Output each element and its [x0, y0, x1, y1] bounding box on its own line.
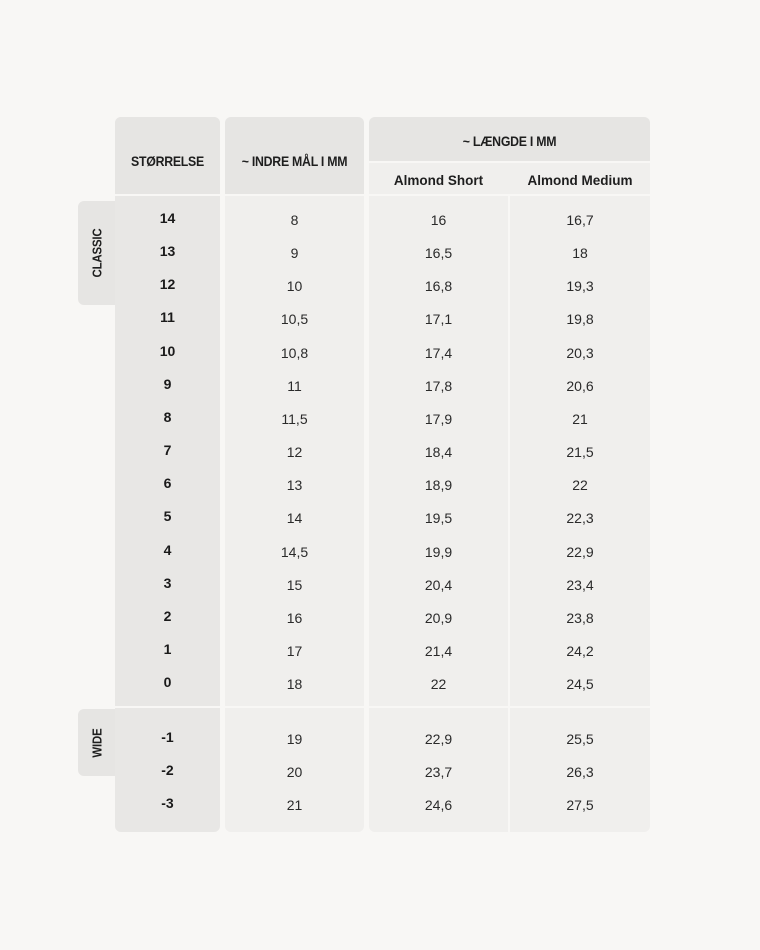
size-cell: 9: [163, 375, 172, 392]
inner-cell: 10,5: [280, 311, 309, 328]
length-header-divider: [369, 161, 650, 163]
almond-medium-cell: 21,5: [566, 444, 594, 461]
inner-cell: 11,5: [281, 410, 308, 427]
size-cell: 7: [163, 442, 172, 459]
almond-medium-cell: 24,2: [566, 642, 594, 659]
almond-short-cell: 22,9: [424, 731, 453, 747]
inner-cell: 13: [286, 477, 303, 494]
size-cell: 5: [163, 508, 172, 525]
inner-cell: 19: [286, 731, 303, 747]
wide-label: WIDE: [89, 727, 104, 758]
size-cell: 3: [163, 574, 172, 591]
inner-cell: 16: [286, 609, 303, 626]
almond-medium-header: Almond Medium: [527, 172, 633, 188]
almond-short-cell: 16,5: [424, 245, 453, 262]
almond-medium-cell: 20,6: [566, 377, 594, 394]
inner-cell: 11: [287, 377, 302, 394]
almond-short-cell: 21,4: [424, 642, 453, 659]
inner-cell: 9: [290, 245, 299, 262]
length-header: ~ LÆNGDE I MM: [462, 133, 557, 149]
almond-medium-cell: 26,3: [566, 764, 594, 780]
inner-cell: 14,5: [280, 543, 309, 560]
almond-short-cell: 17,9: [424, 410, 453, 427]
almond-medium-cell: 25,5: [566, 731, 594, 747]
almond-medium-cell: 23,4: [566, 576, 594, 593]
inner-cell: 17: [286, 642, 303, 659]
size-cell: 11: [160, 309, 175, 326]
almond-short-cell: 16: [430, 212, 447, 228]
almond-short-cell: 24,6: [424, 797, 453, 813]
almond-short-cell: 18,9: [424, 477, 453, 494]
almond-short-cell: 23,7: [424, 764, 453, 780]
inner-header: ~ INDRE MÅL I MM: [241, 153, 348, 169]
almond-medium-cell: 19,8: [566, 311, 594, 328]
almond-short-header: Almond Short: [393, 172, 484, 188]
inner-cell: 14: [286, 510, 303, 527]
size-cell: 6: [163, 475, 172, 492]
size-cell: 1: [163, 640, 172, 657]
almond-short-cell: 20,4: [424, 576, 453, 593]
size-cell: 2: [163, 607, 172, 624]
size-cell: 0: [163, 674, 172, 691]
inner-cell: 15: [286, 576, 303, 593]
almond-short-cell: 17,4: [424, 344, 453, 361]
almond-medium-cell: 27,5: [566, 797, 594, 813]
almond-medium-cell: 18: [572, 245, 588, 262]
size-cell: 14: [159, 210, 176, 226]
inner-cell: 10,8: [280, 344, 309, 361]
wide-group-tab: [78, 709, 115, 776]
classic-group-tab: [78, 201, 115, 305]
inner-cell: 12: [286, 444, 303, 461]
size-header: STØRRELSE: [131, 153, 204, 169]
almond-short-cell: 19,5: [424, 510, 453, 527]
classic-label: CLASSIC: [89, 228, 104, 278]
size-cell: 8: [163, 408, 172, 425]
almond-short-cell: 19,9: [424, 543, 453, 560]
inner-cell: 20: [286, 764, 303, 780]
almond-short-cell: 18,4: [424, 444, 453, 461]
almond-short-cell: 17,1: [424, 311, 453, 328]
size-cell: 10: [159, 342, 176, 359]
inner-cell: 8: [290, 212, 299, 228]
inner-cell: 21: [286, 797, 303, 813]
size-cell: 13: [159, 243, 176, 260]
almond-medium-cell: 20,3: [566, 344, 594, 361]
almond-medium-cell: 19,3: [566, 278, 594, 295]
almond-short-cell: 16,8: [424, 278, 453, 295]
almond-medium-cell: 22,9: [566, 543, 594, 560]
almond-short-cell: 22: [430, 676, 447, 693]
inner-cell: 10: [286, 278, 303, 295]
header-body-divider: [115, 194, 650, 196]
almond-medium-cell: 22: [572, 477, 588, 494]
inner-cell: 18: [286, 676, 303, 693]
size-cell: 12: [159, 276, 176, 293]
almond-short-cell: 20,9: [424, 609, 453, 626]
almond-medium-cell: 21: [572, 410, 588, 427]
size-cell: -2: [161, 762, 174, 778]
size-cell: -1: [161, 729, 174, 745]
almond-medium-cell: 24,5: [566, 676, 594, 693]
group-divider: [115, 706, 650, 708]
size-cell: 4: [163, 541, 172, 558]
almond-medium-cell: 16,7: [566, 212, 594, 228]
almond-short-cell: 17,8: [424, 377, 453, 394]
size-cell: -3: [161, 795, 174, 811]
almond-medium-cell: 23,8: [566, 609, 594, 626]
almond-medium-cell: 22,3: [566, 510, 594, 527]
